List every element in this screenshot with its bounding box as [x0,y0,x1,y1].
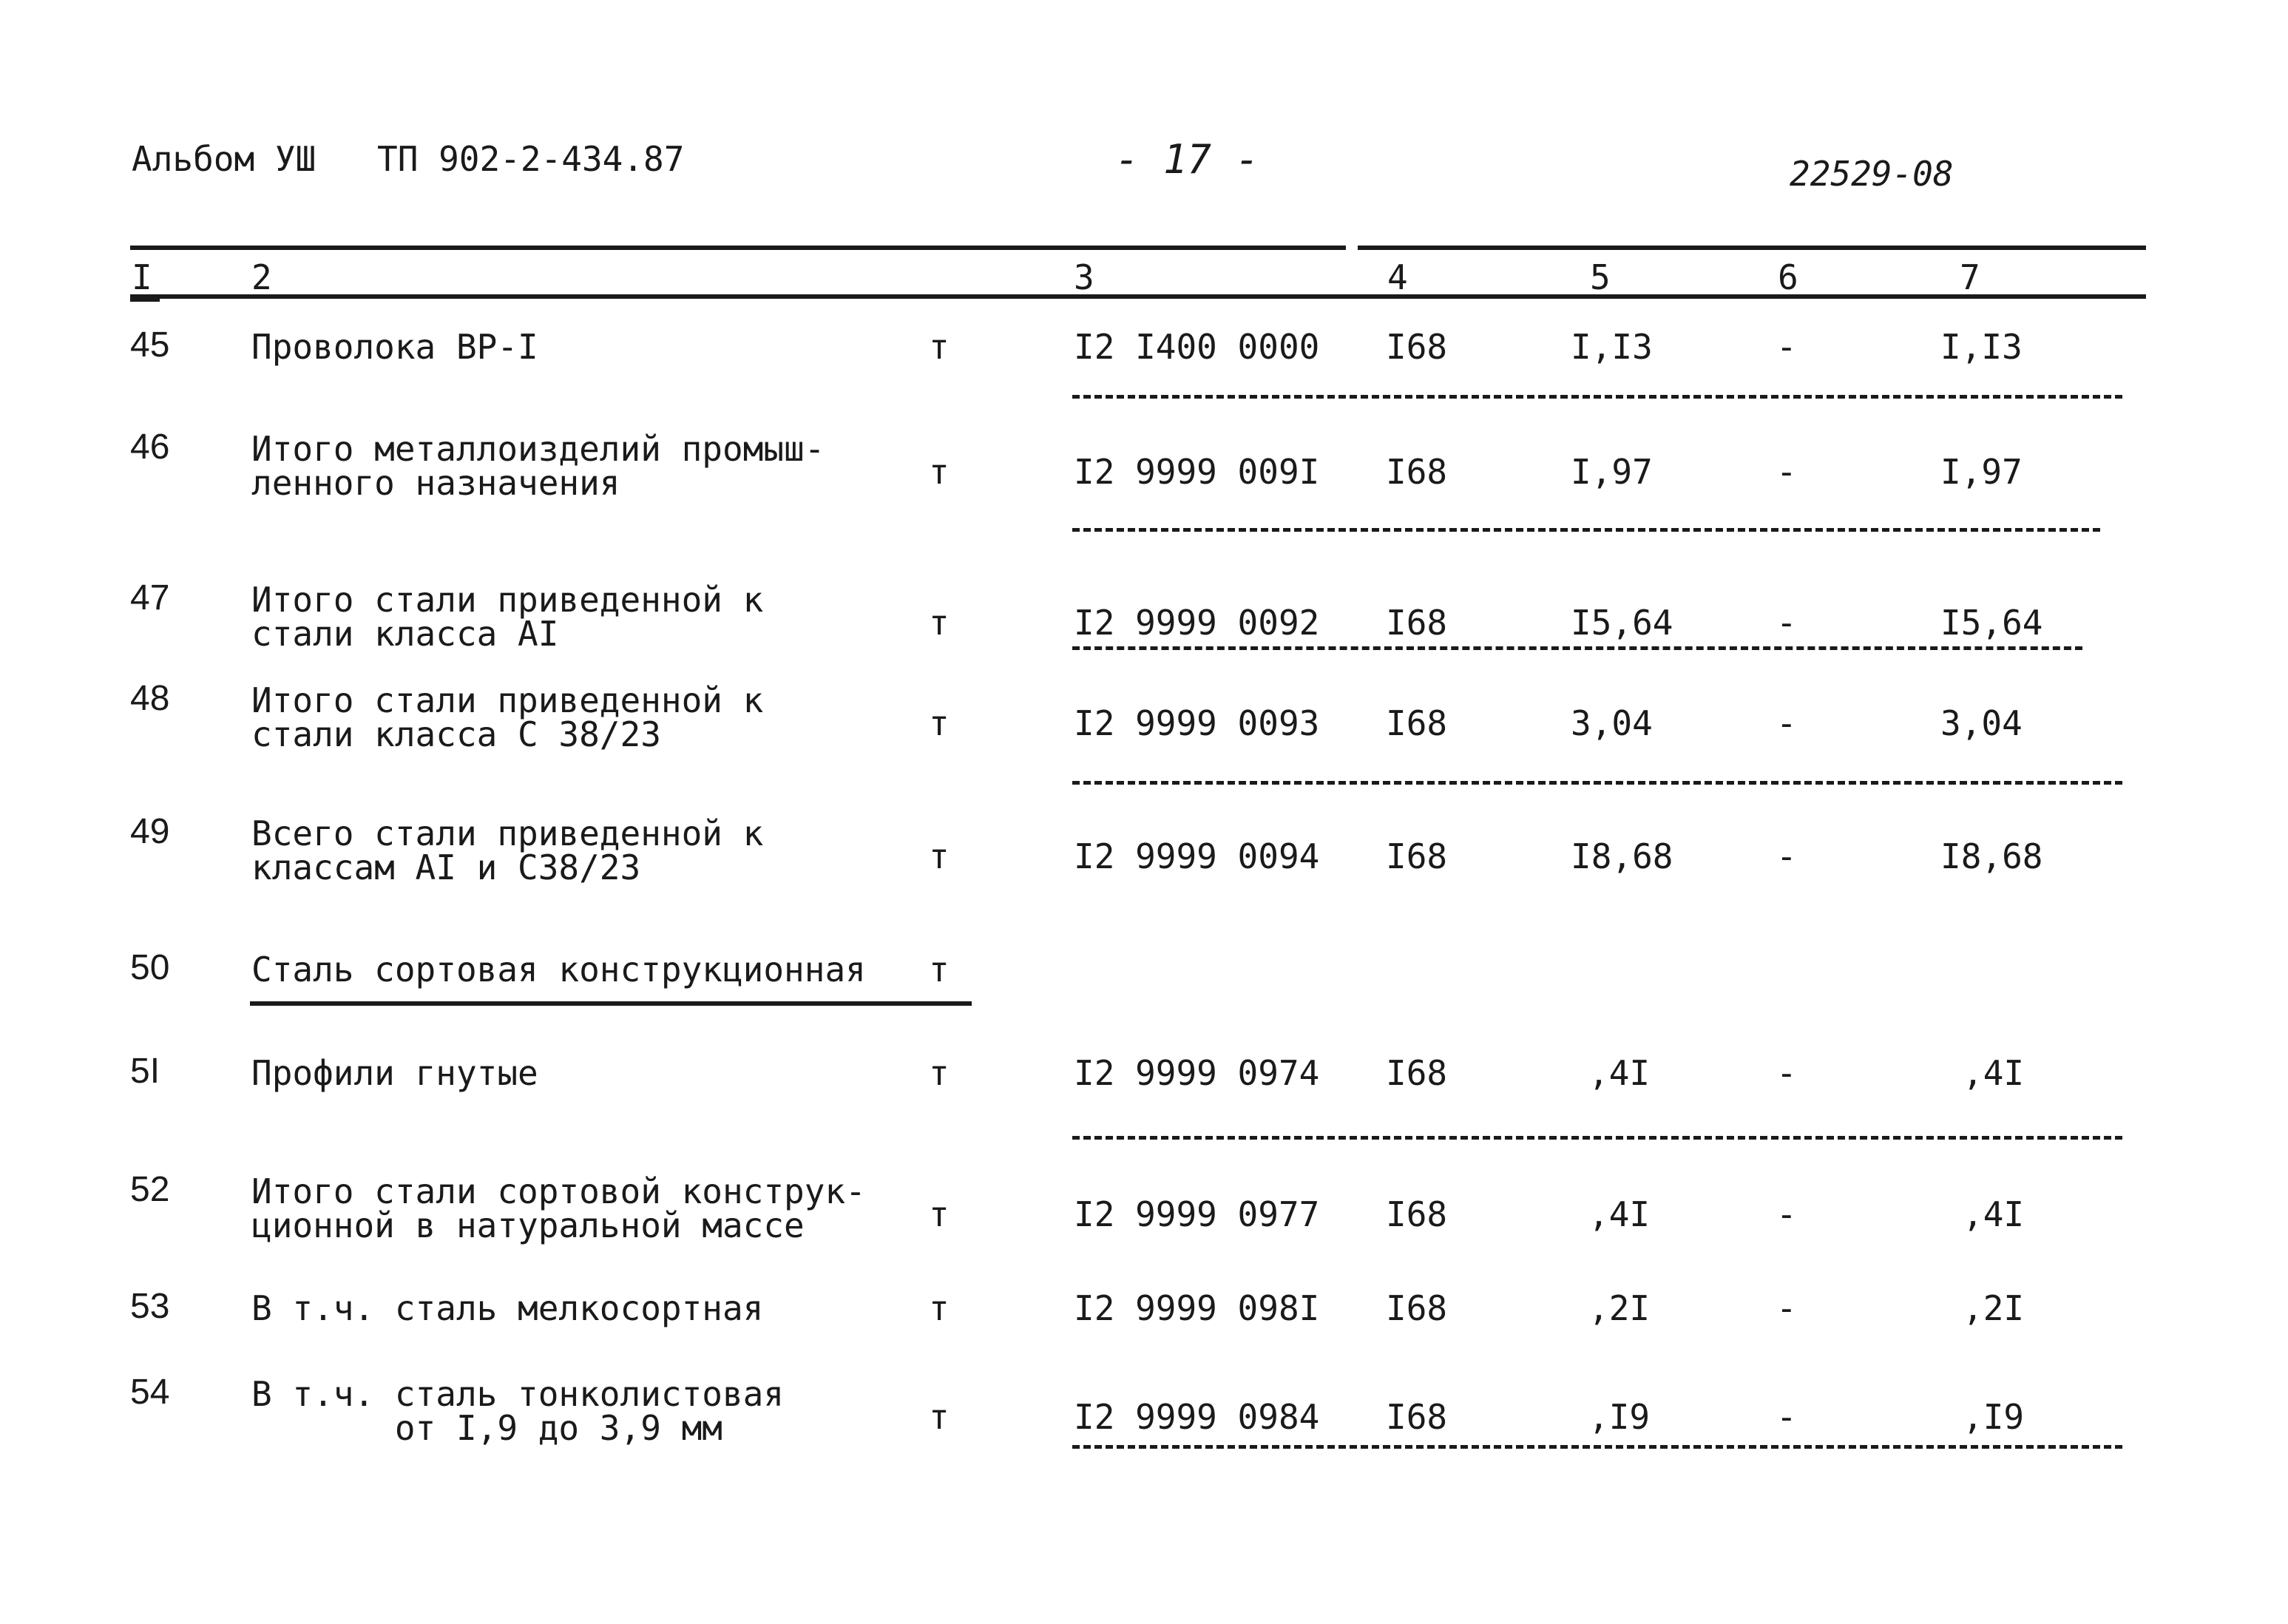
top-rule-right [1358,246,2146,250]
album-label: Альбом УШ [132,139,317,179]
quantity-value: 3,04 [1571,703,1653,743]
column-4-value: I68 [1386,327,1448,367]
column-header-7: 7 [1960,257,1980,297]
unit: т [929,603,950,643]
column-6-value: - [1776,1194,1797,1234]
page-number: - 17 - [1115,136,1260,183]
column-6-value: - [1776,327,1797,367]
column-4-value: I68 [1386,452,1448,492]
quantity-value: I5,64 [1571,603,1673,643]
quantity-value: ,4I [1588,1053,1651,1093]
column-6-value: - [1776,1397,1797,1437]
item-code: I2 9999 0092 [1074,603,1320,643]
item-code: I2 9999 0093 [1074,703,1320,743]
row-separator [1072,1136,2122,1140]
unit: т [929,452,950,492]
item-name-continued: стали класса С 38/23 [251,714,661,754]
unit: т [929,1194,950,1234]
column-4-value: I68 [1386,1397,1448,1437]
row-number: 49 [130,812,170,851]
item-name: Сталь сортовая конструкционная [251,950,866,989]
item-name: Итого стали приведенной к [251,580,764,620]
total-value: I8,68 [1940,836,2043,876]
row-separator [1072,1445,2122,1449]
column-6-value: - [1776,452,1797,492]
column-6-value: - [1776,603,1797,643]
column-1-underline [130,299,160,302]
item-name-continued: ционной в натуральной массе [251,1205,805,1245]
unit: т [929,327,950,367]
column-4-value: I68 [1386,603,1448,643]
row-50-underline [250,1001,972,1006]
unit: т [929,836,950,876]
header-rule [130,294,2146,299]
item-code: I2 I400 0000 [1074,327,1320,367]
column-header-5: 5 [1590,257,1611,297]
item-name: Итого металлоизделий промыш- [251,429,825,469]
unit: т [929,703,950,743]
item-code: I2 9999 0984 [1074,1397,1320,1437]
item-name: В т.ч. сталь мелкосортная [251,1288,764,1328]
total-value: I,97 [1940,452,2023,492]
column-header-6: 6 [1778,257,1798,297]
quantity-value: ,4I [1588,1194,1651,1234]
column-4-value: I68 [1386,836,1448,876]
column-header-2: 2 [251,257,272,297]
total-value: I5,64 [1940,603,2043,643]
item-code: I2 9999 0974 [1074,1053,1320,1093]
column-6-value: - [1776,703,1797,743]
top-rule-left [130,246,1346,250]
document-code: ТП 902-2-434.87 [377,139,685,179]
row-separator [1072,528,2100,532]
item-name-continued: стали класса AI [251,614,559,654]
item-name-continued: ленного назначения [251,463,620,503]
total-value: ,I9 [1963,1397,2025,1437]
quantity-value: ,I9 [1588,1397,1651,1437]
unit: т [929,1288,950,1328]
row-separator [1072,781,2122,785]
quantity-value: I,I3 [1571,327,1653,367]
total-value: I,I3 [1940,327,2023,367]
item-code: I2 9999 009I [1074,452,1320,492]
column-header-1: I [132,257,152,297]
column-4-value: I68 [1386,1194,1448,1234]
total-value: 3,04 [1940,703,2023,743]
row-number: 52 [130,1170,170,1209]
unit: т [929,950,950,989]
row-number: 50 [130,948,170,987]
item-name-continued: от I,9 до 3,9 мм [251,1408,722,1448]
total-value: ,4I [1963,1194,2025,1234]
item-name: В т.ч. сталь тонколистовая [251,1374,785,1414]
row-number: 54 [130,1373,170,1412]
sheet-code: 22529-08 [1790,154,1954,194]
column-header-4: 4 [1387,257,1408,297]
column-4-value: I68 [1386,703,1448,743]
item-name: Проволока ВР-I [251,327,538,367]
item-code: I2 9999 0977 [1074,1194,1320,1234]
total-value: ,2I [1963,1288,2025,1328]
item-name: Итого стали сортовой конструк- [251,1171,866,1211]
quantity-value: I,97 [1571,452,1653,492]
column-6-value: - [1776,836,1797,876]
row-number: 47 [130,578,170,618]
row-number: 46 [130,427,170,467]
total-value: ,4I [1963,1053,2025,1093]
column-header-3: 3 [1074,257,1094,297]
item-name-continued: классам AI и С38/23 [251,847,641,887]
quantity-value: I8,68 [1571,836,1673,876]
item-name: Итого стали приведенной к [251,680,764,720]
column-6-value: - [1776,1288,1797,1328]
item-name: Всего стали приведенной к [251,813,764,853]
item-code: I2 9999 0094 [1074,836,1320,876]
item-code: I2 9999 098I [1074,1288,1320,1328]
unit: т [929,1053,950,1093]
unit: т [929,1397,950,1437]
column-6-value: - [1776,1053,1797,1093]
item-name: Профили гнутые [251,1053,538,1093]
column-4-value: I68 [1386,1053,1448,1093]
row-separator [1072,646,2082,650]
row-number: 45 [130,325,170,365]
row-number: 53 [130,1287,170,1326]
row-separator [1072,395,2122,399]
row-number: 5I [130,1052,160,1091]
column-4-value: I68 [1386,1288,1448,1328]
row-number: 48 [130,679,170,718]
quantity-value: ,2I [1588,1288,1651,1328]
